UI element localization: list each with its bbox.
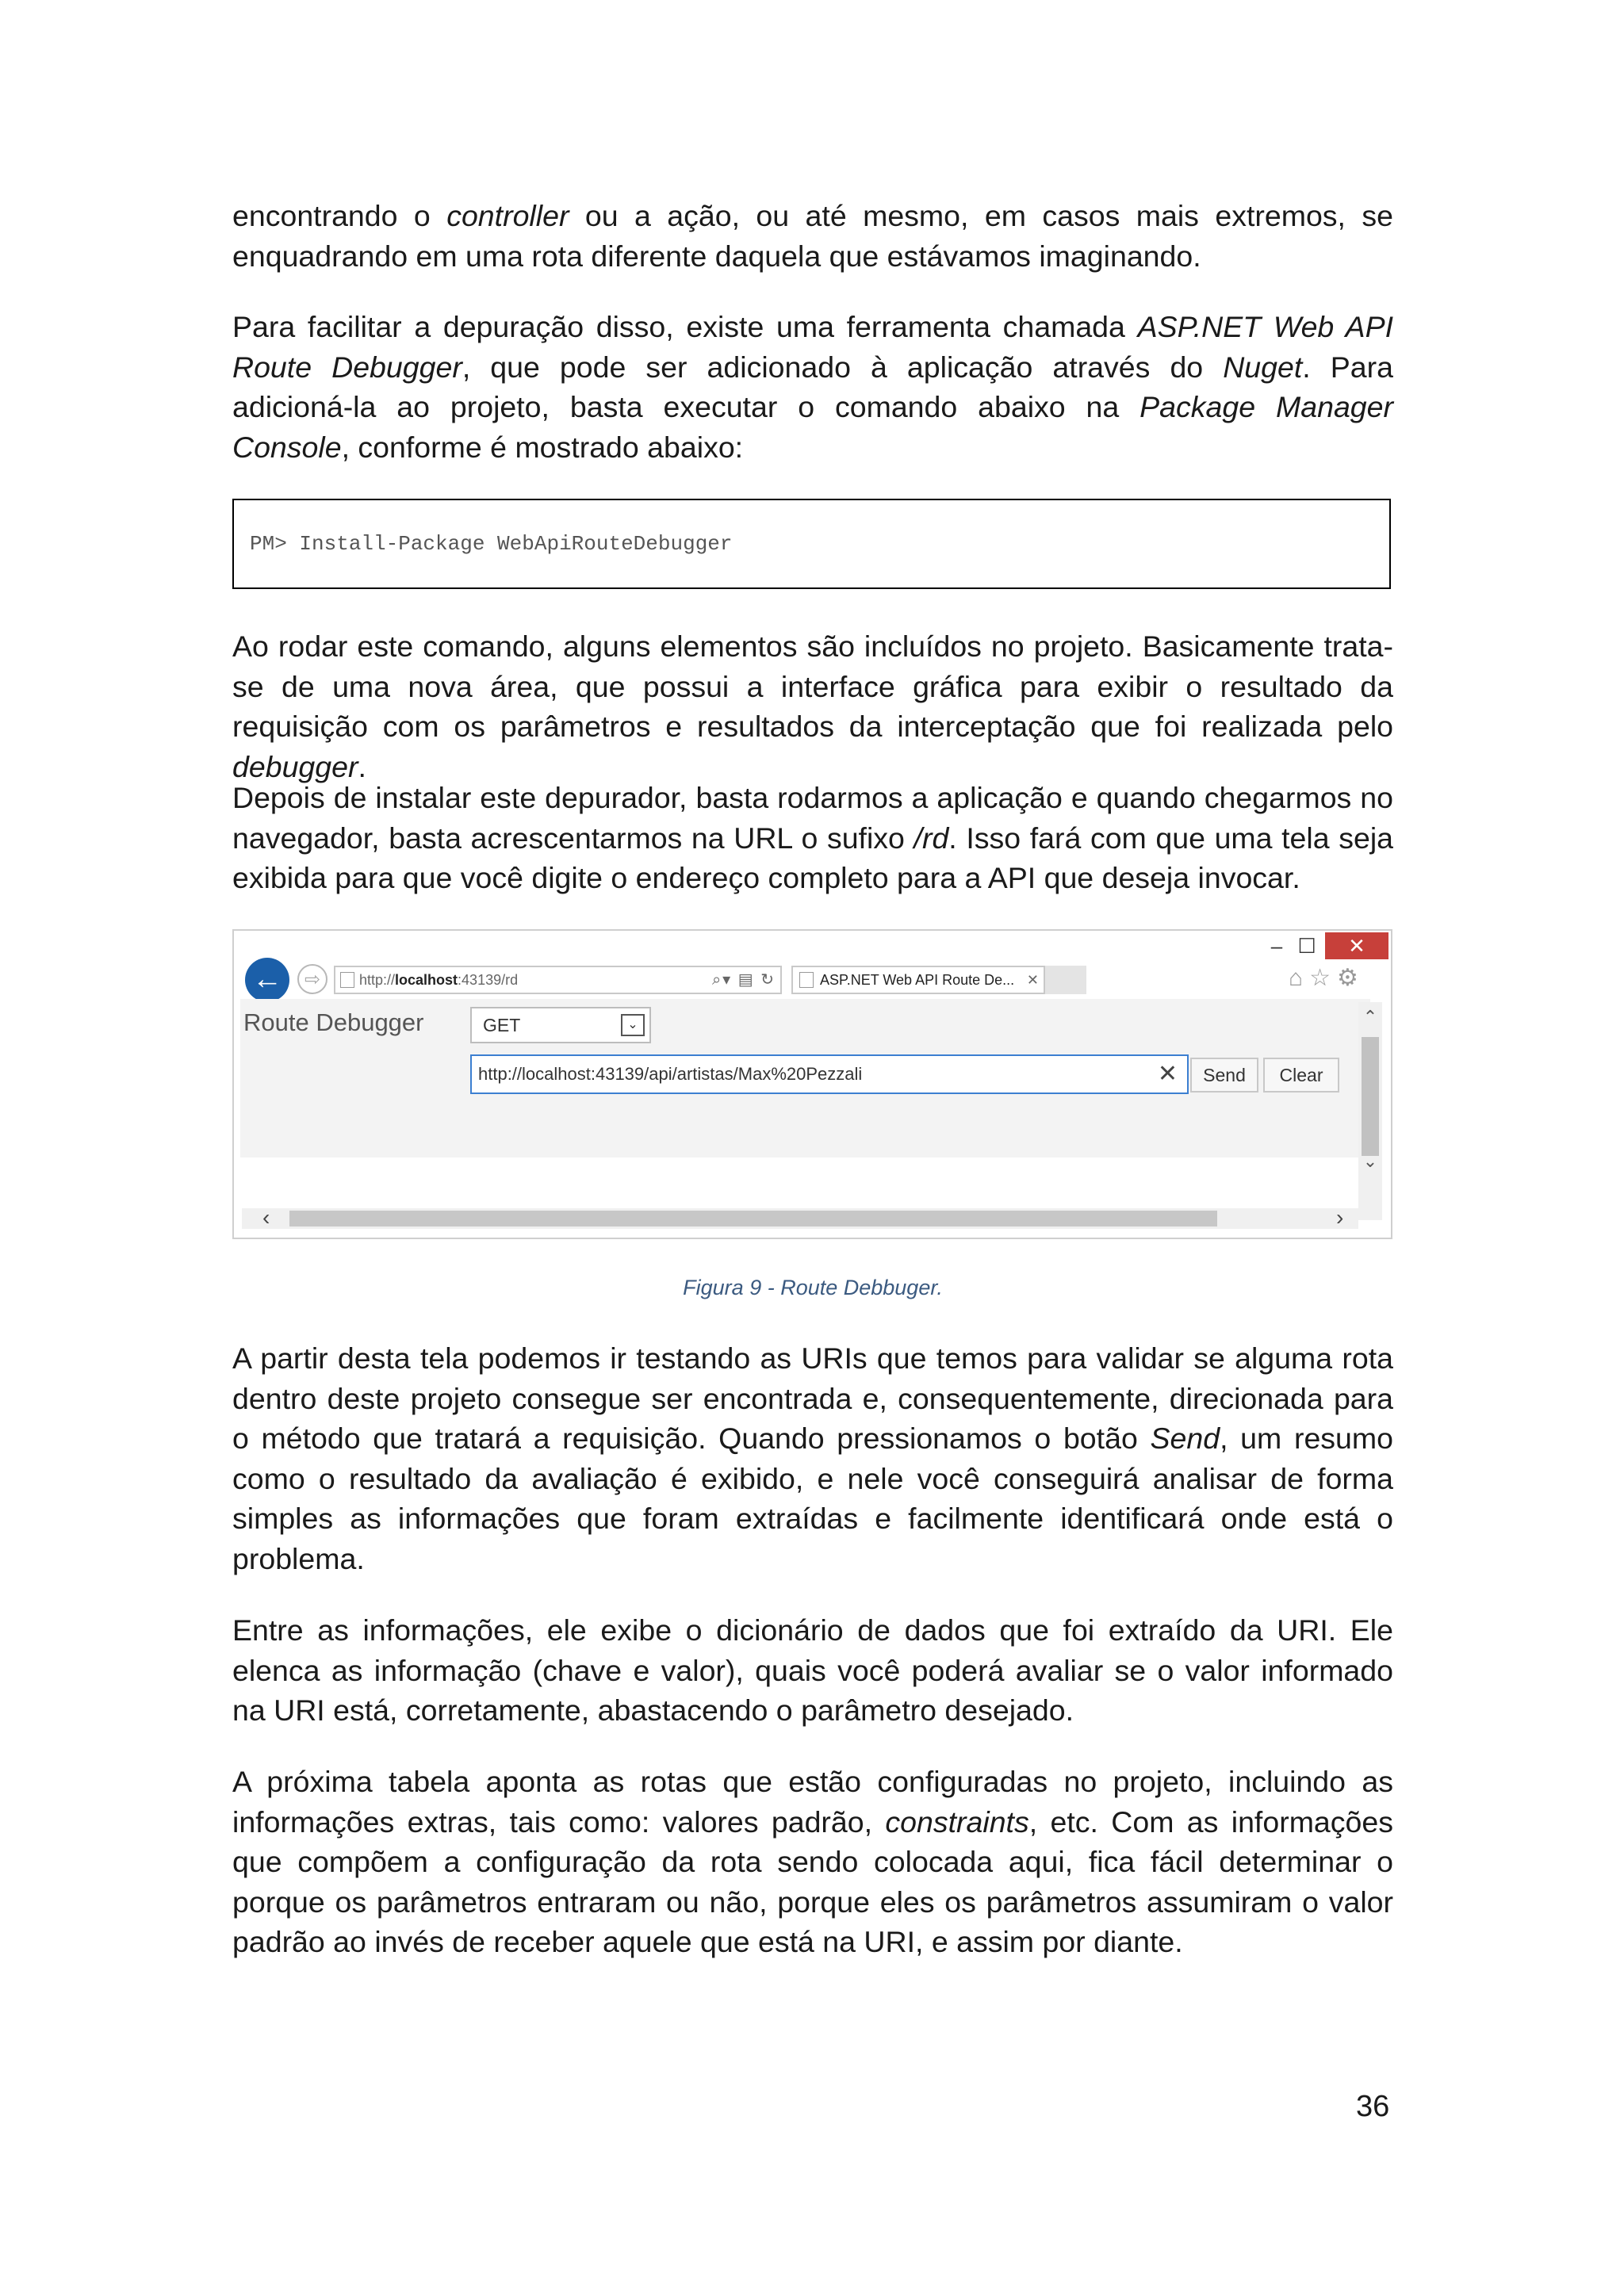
method-value: GET — [483, 1015, 521, 1035]
italic-term: constraints — [885, 1804, 1029, 1839]
minimize-button[interactable]: – — [1270, 934, 1283, 958]
text-run: A partir desta tela podemos ir testando as URIs que temos para validar se alguma rota dentro deste projeto consegue ser encontrada e, consequentemente, direcionada para o método que tratará a requisição. Quando pressionamos o botão — [232, 1341, 1393, 1455]
paragraph-continuation — [232, 196, 1393, 276]
url-rest: :43139/rd — [458, 972, 519, 988]
page-icon — [799, 972, 814, 988]
text-run: . Isso fará com que uma tela seja exibida para que você digite o endereço completo para a API que deseja invocar. — [232, 821, 1394, 894]
page-number: 36 — [1356, 2090, 1390, 2123]
paragraph-route-debugger-intro — [232, 307, 1393, 467]
tab-title: ASP.NET Web API Route De... — [820, 972, 1015, 988]
italic-term: /rd — [914, 821, 949, 855]
forward-arrow-icon[interactable]: ⇨ — [297, 964, 327, 994]
paragraph-dictionary — [232, 1610, 1393, 1731]
italic-term: Send — [1150, 1422, 1220, 1455]
text-run: encontrando o — [232, 199, 447, 232]
route-debugger-title: Route Debugger — [243, 1008, 424, 1036]
text-run: . Para adicioná-la ao projeto, basta executar o comando abaixo na — [232, 350, 1393, 423]
page-icon — [340, 972, 354, 988]
close-window-button[interactable]: ✕ — [1325, 932, 1388, 959]
figure-caption: Figura 9 - Route Debbuger. — [683, 1276, 943, 1299]
url-input[interactable] — [470, 1054, 1189, 1094]
back-arrow-icon[interactable]: ← — [245, 958, 289, 1002]
browser-screenshot — [232, 929, 1392, 1239]
code-command: PM> Install-Package WebApiRouteDebugger — [250, 532, 733, 556]
text-run: , que pode ser adicionado à aplicação através do — [462, 350, 1224, 384]
scroll-thumb[interactable] — [1362, 1037, 1379, 1156]
scroll-thumb[interactable] — [289, 1211, 1217, 1226]
text-run: , conforme é mostrado abaixo: — [341, 430, 744, 464]
url-host: localhost — [395, 972, 458, 988]
scroll-down-icon[interactable]: ⌄ — [1362, 1151, 1378, 1171]
address-bar[interactable] — [334, 966, 782, 994]
method-select[interactable] — [470, 1007, 651, 1043]
route-debugger-panel — [240, 999, 1370, 1158]
browser-tab[interactable] — [791, 966, 1045, 994]
paragraph-testing — [232, 1338, 1393, 1578]
italic-term: controller — [446, 199, 569, 232]
text-run: ou a ação, ou até mesmo, em casos mais extremos, se enquadrando em uma rota diferente daquela que estávamos imaginando. — [232, 199, 1393, 273]
paragraph-routes-table — [232, 1762, 1393, 1962]
home-star-gear-icons[interactable]: ⌂☆⚙ — [1289, 965, 1365, 991]
text-run: Depois de instalar este depurador, basta rodarmos a aplicação e quando chegarmos no navegador, basta acrescentarmos na URL o sufixo — [232, 781, 1393, 855]
text-run: Para facilitar a depuração disso, existe uma ferramenta chamada — [232, 310, 1138, 343]
text-run: , etc. Com as informações que compõem a configuração da rota sendo colocada aqui, fica fácil determinar o porque os parâmetros entraram ou não, porque eles os parâmetros assumiram o valor padrão ao invés de receber aquele que está na URI, e assim por diante. — [232, 1804, 1393, 1958]
send-button[interactable]: Send — [1190, 1058, 1258, 1093]
italic-term: ASP.NET Web API Route Debugger — [232, 310, 1393, 384]
paragraph-usage — [232, 778, 1393, 898]
maximize-button[interactable]: ☐ — [1297, 934, 1316, 958]
close-icon[interactable]: ✕ — [1157, 1061, 1178, 1087]
text-run: . — [358, 749, 366, 783]
code-block — [232, 499, 1391, 589]
url-prefix: http:// — [359, 972, 396, 988]
clear-button[interactable]: Clear — [1263, 1058, 1339, 1093]
scroll-left-icon[interactable]: ‹ — [262, 1205, 270, 1230]
dropdown-icon[interactable]: ⌄ — [621, 1014, 645, 1036]
url-input-value: http://localhost:43139/api/artistas/Max%20Pezzali — [478, 1064, 863, 1084]
new-tab-button[interactable] — [1045, 966, 1086, 994]
search-refresh-icons[interactable]: ⌕▾ ▤ ↻ — [711, 971, 776, 989]
text-run: A próxima tabela aponta as rotas que estão configuradas no projeto, incluindo as informações extras, tais como: valores padrão, — [232, 1765, 1393, 1839]
vertical-scrollbar[interactable] — [1358, 1002, 1382, 1220]
horizontal-scrollbar[interactable] — [242, 1205, 1358, 1230]
scroll-right-icon[interactable]: › — [1336, 1205, 1344, 1230]
paragraph-install-result — [232, 626, 1393, 786]
address-url — [359, 967, 518, 993]
text-run: Ao rodar este comando, alguns elementos são incluídos no projeto. Basicamente trata-se de uma nova área, que possui a interface gráfica para exibir o resultado da requisição com os parâmetros e resultados da interceptação que foi realizada pelo — [232, 629, 1393, 743]
italic-term: Nuget — [1223, 350, 1303, 384]
text-run: , um resumo como o resultado da avaliação é exibido, e nele você conseguirá analisar de forma simples as informações que foram extraídas e facilmente identificará onde está o problema. — [232, 1422, 1393, 1575]
italic-term: Package Manager Console — [232, 390, 1394, 464]
scroll-up-icon[interactable]: ⌃ — [1362, 1007, 1378, 1027]
close-icon[interactable]: ✕ — [1026, 972, 1039, 988]
italic-term: debugger — [232, 749, 358, 783]
text-run: Entre as informações, ele exibe o dicionário de dados que foi extraído da URI. Ele elenca as informação (chave e valor), quais você poderá avaliar se o valor informado na URI está, corretamente, abastacendo o parâmetro desejado. — [232, 1613, 1393, 1727]
